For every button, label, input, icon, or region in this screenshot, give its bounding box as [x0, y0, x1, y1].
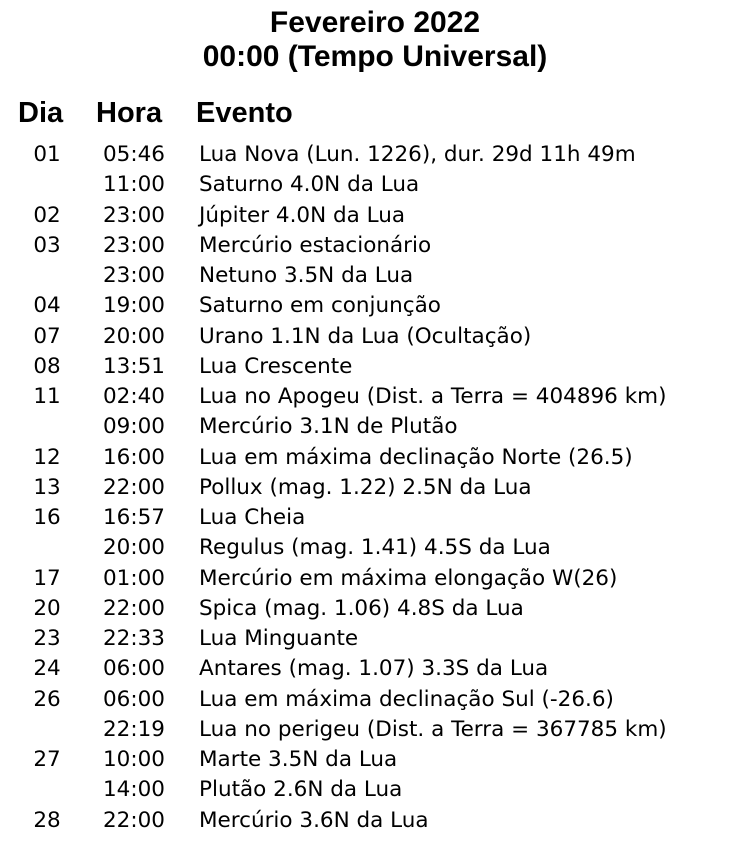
cell-evento: Lua Minguante [199, 626, 359, 651]
table-row [0, 594, 750, 624]
cell-hora: 22:19 [103, 716, 165, 742]
cell-hora: 13:51 [103, 353, 165, 379]
cell-hora: 22:33 [103, 626, 165, 651]
cell-evento: Saturno em conjunção [199, 293, 441, 319]
cell-dia: 08 [33, 353, 61, 379]
cell-evento: Mercúrio 3.6N da Lua [199, 807, 429, 833]
cell-hora: 06:00 [103, 656, 165, 682]
table-row [0, 685, 750, 715]
cell-evento: Netuno 3.5N da Lua [199, 263, 414, 288]
cell-hora: 23:00 [103, 202, 165, 228]
cell-hora: 14:00 [103, 777, 165, 803]
table-row [0, 473, 750, 503]
table-row [0, 382, 750, 412]
cell-hora: 20:00 [103, 323, 165, 349]
table-row [0, 533, 750, 563]
cell-evento: Antares (mag. 1.07) 3.3S da Lua [199, 656, 549, 682]
cell-evento: Pollux (mag. 1.22) 2.5N da Lua [199, 474, 532, 500]
table-row [0, 412, 750, 442]
cell-dia: 04 [33, 293, 61, 319]
table-row [0, 654, 750, 684]
table-row [0, 775, 750, 805]
table-row [0, 201, 750, 231]
cell-hora: 02:40 [103, 384, 165, 409]
cell-hora: 05:46 [103, 142, 165, 167]
column-header-dia: Dia [18, 97, 64, 129]
cell-evento: Lua Cheia [199, 505, 306, 530]
cell-dia: 17 [33, 565, 61, 591]
cell-hora: 06:00 [103, 686, 165, 712]
cell-evento: Urano 1.1N da Lua (Ocultação) [199, 323, 532, 349]
cell-hora: 16:57 [103, 505, 165, 530]
cell-hora: 23:00 [103, 263, 165, 288]
cell-evento: Spica (mag. 1.06) 4.8S da Lua [199, 595, 524, 621]
cell-hora: 11:00 [103, 172, 165, 198]
page-title: Fevereiro 2022 [269, 6, 481, 39]
cell-dia: 28 [33, 807, 61, 833]
cell-hora: 22:00 [103, 595, 165, 621]
cell-evento: Lua Crescente [199, 353, 353, 379]
cell-dia: 23 [33, 626, 61, 651]
cell-hora: 23:00 [103, 232, 165, 258]
cell-dia: 26 [33, 686, 61, 712]
cell-hora: 20:00 [103, 535, 165, 561]
cell-dia: 27 [33, 747, 61, 772]
column-header-evento: Evento [196, 97, 293, 129]
cell-evento: Plutão 2.6N da Lua [199, 777, 403, 803]
cell-evento: Lua Nova (Lun. 1226), dur. 29d 11h 49m [199, 142, 636, 167]
table-row [0, 352, 750, 382]
cell-evento: Júpiter 4.0N da Lua [199, 202, 406, 228]
table-row [0, 261, 750, 291]
cell-dia: 07 [33, 323, 61, 349]
cell-evento: Mercúrio em máxima elongação W(26) [199, 565, 618, 591]
table-row [0, 564, 750, 594]
cell-evento: Lua no Apogeu (Dist. a Terra = 404896 km) [199, 384, 667, 409]
cell-dia: 01 [33, 142, 61, 167]
table-row [0, 503, 750, 533]
cell-dia: 20 [33, 595, 61, 621]
table-row [0, 291, 750, 321]
cell-dia: 11 [33, 384, 61, 409]
cell-hora: 01:00 [103, 565, 165, 591]
table-row [0, 806, 750, 836]
table-row [0, 715, 750, 745]
cell-evento: Lua em máxima declinação Norte (26.5) [199, 444, 633, 470]
cell-hora: 16:00 [103, 444, 165, 470]
table-row [0, 443, 750, 473]
cell-dia: 16 [33, 505, 61, 530]
cell-hora: 22:00 [103, 474, 165, 500]
cell-dia: 13 [33, 474, 61, 500]
cell-dia: 12 [33, 444, 61, 470]
cell-dia: 24 [33, 656, 61, 682]
table-row [0, 231, 750, 261]
cell-dia: 03 [33, 232, 61, 258]
table-row [0, 170, 750, 200]
cell-evento: Mercúrio estacionário [199, 232, 432, 258]
table-row [0, 140, 750, 170]
cell-evento: Saturno 4.0N da Lua [199, 172, 420, 198]
cell-evento: Regulus (mag. 1.41) 4.5S da Lua [199, 535, 551, 561]
column-header-hora: Hora [96, 97, 163, 129]
cell-hora: 19:00 [103, 293, 165, 319]
table-row [0, 624, 750, 654]
page-subtitle: 00:00 (Tempo Universal) [202, 40, 548, 73]
cell-evento: Lua em máxima declinação Sul (-26.6) [199, 686, 614, 712]
table-row [0, 745, 750, 775]
cell-evento: Lua no perigeu (Dist. a Terra = 367785 km) [199, 716, 667, 742]
cell-evento: Marte 3.5N da Lua [199, 747, 398, 772]
table-row [0, 322, 750, 352]
events-table [0, 140, 750, 836]
cell-dia: 02 [33, 202, 61, 228]
cell-hora: 10:00 [103, 747, 165, 772]
cell-hora: 22:00 [103, 807, 165, 833]
cell-evento: Mercúrio 3.1N de Plutão [199, 414, 458, 440]
cell-hora: 09:00 [103, 414, 165, 440]
